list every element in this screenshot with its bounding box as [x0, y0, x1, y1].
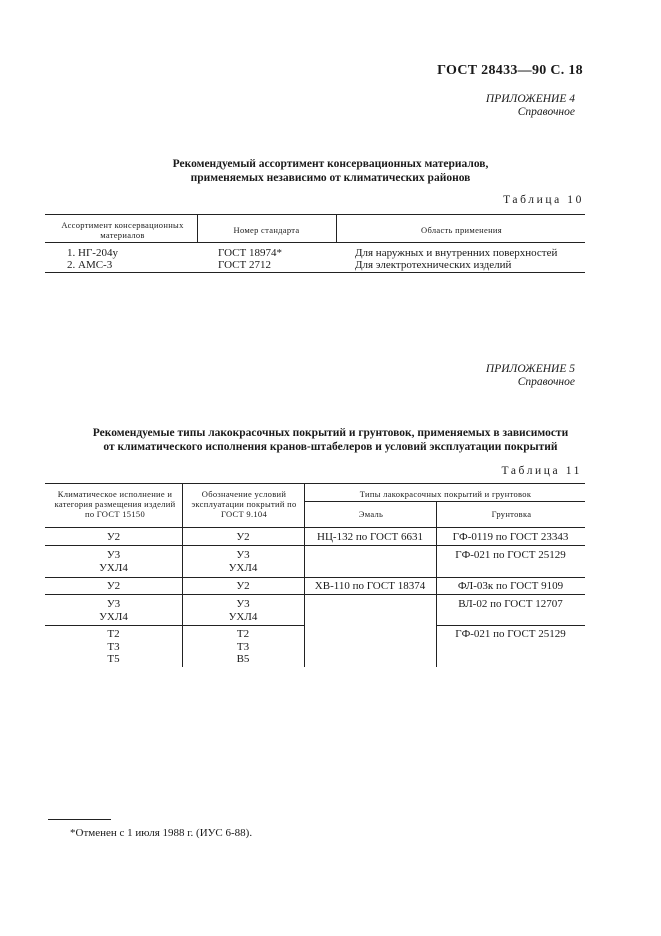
table-11-col-conditions: Обозначение условий эксплуатации покрытий по ГОСТ 9.104	[191, 489, 297, 519]
table-10-area: Для наружных и внутренних поверхностей	[355, 247, 558, 259]
table-11-primer: ГФ-021 по ГОСТ 25129	[455, 628, 566, 640]
table-11-col-climate: Климатическое исполнение и категория размещения изделий по ГОСТ 15150	[54, 489, 176, 519]
table-11-climate: У3 УХЛ4	[99, 598, 128, 623]
table-11-row-rule	[45, 577, 585, 578]
table-11-conditions: Т2 Т3 В5	[236, 628, 250, 665]
table-11-conditions: У2	[236, 580, 250, 592]
table-11-climate: У2	[106, 531, 121, 543]
table-11-enamel: НЦ-132 по ГОСТ 6631	[317, 531, 423, 543]
table-10-divider	[197, 214, 198, 242]
table-10-col-area: Область применения	[421, 225, 502, 235]
table-10-bottom-rule	[45, 272, 585, 273]
table-11-primer: ФЛ-03к по ГОСТ 9109	[457, 580, 564, 592]
table-10-material: 2. АМС-3	[67, 259, 113, 271]
table-11-row-rule	[45, 545, 585, 546]
table-11-col-primer: Грунтовка	[491, 509, 532, 519]
table-10-label: Таблица 10	[503, 194, 584, 206]
table-10-col-standard: Номер стандарта	[233, 225, 300, 235]
table-11-conditions: У3 УХЛ4	[228, 598, 258, 623]
appendix-4-title-line1: Рекомендуемый ассортимент консервационных материалов,	[172, 158, 489, 170]
table-11-row-rule	[45, 594, 585, 595]
table-11-conditions: У3 УХЛ4	[228, 549, 258, 574]
appendix-4-label: ПРИЛОЖЕНИЕ 4	[485, 93, 575, 105]
table-11-primer: ВЛ-02 по ГОСТ 12707	[458, 598, 563, 610]
table-10-header-rule	[45, 242, 585, 243]
table-11-enamel: ХВ-110 по ГОСТ 18374	[314, 580, 426, 592]
appendix-5-title-line2: от климатического исполнения кранов-штабелеров и условий эксплуатации покрытий	[103, 441, 558, 453]
table-11-row-rule	[45, 625, 304, 626]
table-11-climate: У3 УХЛ4	[99, 549, 128, 574]
table-11-row-rule	[436, 625, 585, 626]
table-10-standard: ГОСТ 2712	[218, 259, 271, 271]
table-11-top-rule	[45, 483, 585, 484]
appendix-4-note: Справочное	[517, 106, 575, 118]
table-11-col-types: Типы лакокрасочных покрытий и грунтовок	[359, 489, 532, 499]
table-10-divider	[336, 214, 337, 242]
table-11-header-rule	[45, 527, 585, 528]
footnote-rule	[48, 819, 111, 820]
appendix-5-note: Справочное	[517, 376, 575, 388]
appendix-5-title-line1: Рекомендуемые типы лакокрасочных покрытий и грунтовок, применяемых в зависимости	[92, 427, 569, 439]
table-11-col-enamel: Эмаль	[358, 509, 384, 519]
page-header: ГОСТ 28433—90 С. 18	[437, 63, 583, 78]
appendix-5-label: ПРИЛОЖЕНИЕ 5	[485, 363, 575, 375]
table-10-top-rule	[45, 214, 585, 215]
table-11-climate: Т2 Т3 Т5	[107, 628, 120, 665]
table-10-area: Для электротехнических изделий	[355, 259, 512, 271]
table-11-label: Таблица 11	[501, 465, 582, 477]
table-10-standard: ГОСТ 18974*	[218, 247, 282, 259]
footnote: *Отменен с 1 июля 1988 г. (ИУС 6-88).	[70, 827, 253, 839]
table-11-primer: ГФ-021 по ГОСТ 25129	[455, 549, 566, 561]
appendix-4-title-line2: применяемых независимо от климатических районов	[190, 172, 471, 184]
table-10-material: 1. НГ-204у	[67, 247, 118, 259]
table-11-conditions: У2	[236, 531, 250, 543]
table-10-col-material: Ассортимент консервационных материалов	[61, 220, 184, 240]
table-11-primer: ГФ-0119 по ГОСТ 23343	[452, 531, 569, 543]
table-11-divider	[304, 483, 305, 667]
table-11-climate: У2	[106, 580, 121, 592]
table-11-subheader-rule	[304, 501, 585, 502]
